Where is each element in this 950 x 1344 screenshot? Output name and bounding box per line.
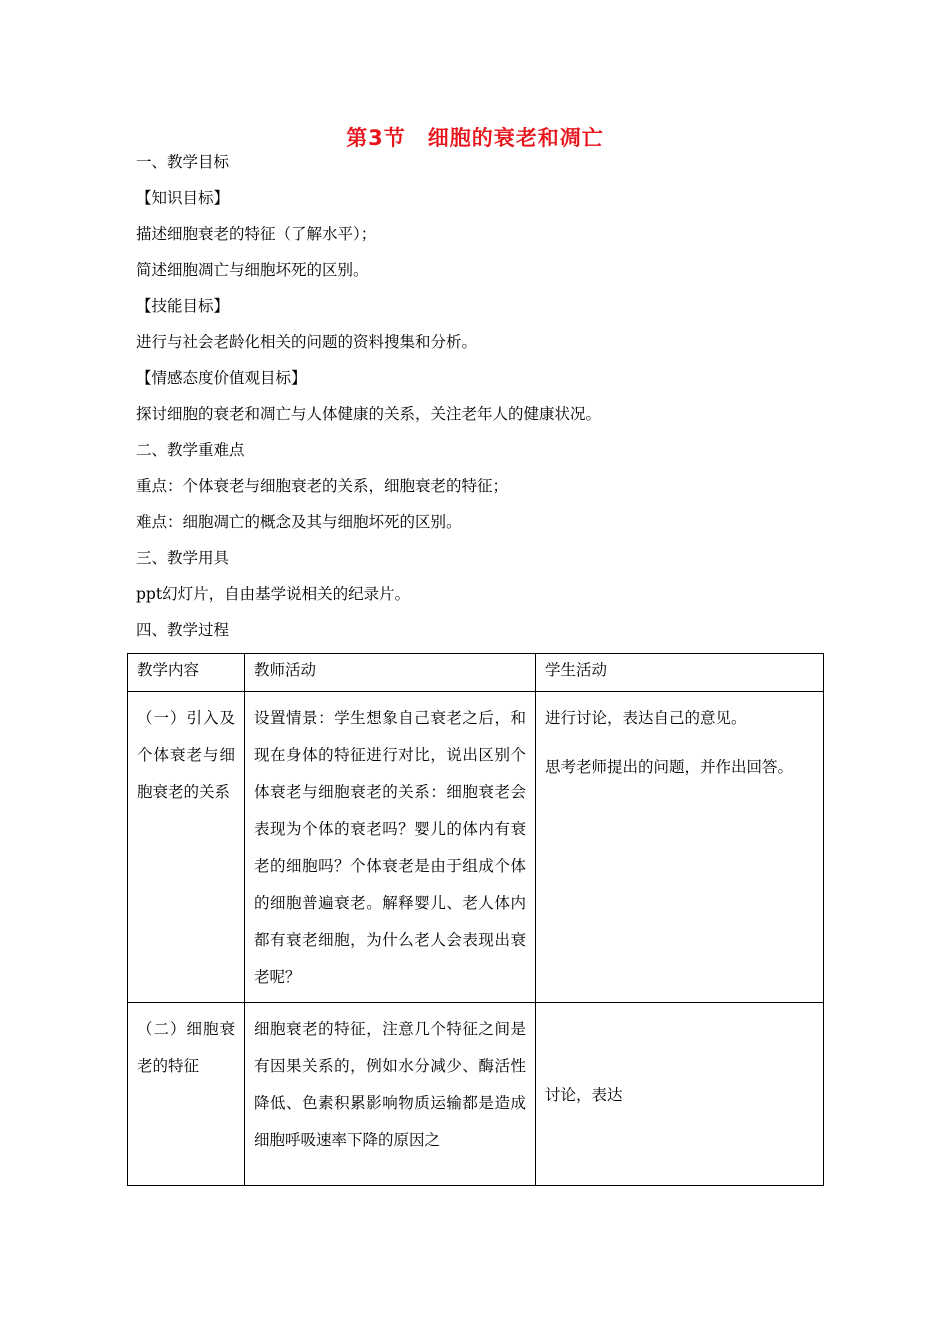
section-heading-objectives: 一、教学目标 (136, 153, 230, 171)
difficult-point: 难点：细胞凋亡的概念及其与细胞坏死的区别。 (136, 513, 462, 531)
header-teacher: 教师活动 (245, 654, 536, 692)
emotion-item-1: 探讨细胞的衰老和凋亡与人体健康的关系，关注老年人的健康状况。 (136, 405, 602, 423)
page-title: 第3节 细胞的衰老和凋亡 (346, 126, 604, 150)
table-header-row (128, 654, 824, 692)
row1-student-line2: 思考老师提出的问题，并作出回答。 (545, 758, 794, 776)
row1-student-line1: 进行讨论，表达自己的意见。 (545, 709, 747, 727)
key-point: 重点：个体衰老与细胞衰老的关系，细胞衰老的特征； (136, 477, 509, 495)
subheading-knowledge: 【知识目标】 (136, 189, 230, 207)
row1-student (536, 692, 824, 1003)
table-row (128, 1003, 824, 1186)
lesson-process-table (127, 653, 824, 1186)
header-student: 学生活动 (536, 654, 824, 692)
section-heading-key-points: 二、教学重难点 (136, 441, 245, 459)
tools-text: ppt幻灯片，自由基学说相关的纪录片。 (136, 585, 411, 603)
section-heading-tools: 三、教学用具 (136, 549, 230, 567)
subheading-emotion: 【情感态度价值观目标】 (136, 369, 307, 387)
row1-teacher: 设置情景：学生想象自己衰老之后，和现在身体的特征进行对比，说出区别个体衰老与细胞衰老的关系：细胞衰老会表现为个体的衰老吗？婴儿的体内有衰老的细胞吗？个体衰老是由于组成个体的细胞普遍衰老。解释婴儿、老人体内都有衰老细胞，为什么老人会表现出衰老呢？ (245, 692, 536, 1003)
knowledge-item-2: 简述细胞凋亡与细胞坏死的区别。 (136, 261, 369, 279)
subheading-skill: 【技能目标】 (136, 297, 230, 315)
row2-content: （二）细胞衰老的特征 (128, 1003, 245, 1186)
section-heading-process: 四、教学过程 (136, 621, 230, 639)
skill-item-1: 进行与社会老龄化相关的问题的资料搜集和分析。 (136, 333, 478, 351)
header-content: 教学内容 (128, 654, 245, 692)
row1-content: （一）引入及个体衰老与细胞衰老的关系 (128, 692, 245, 1003)
table-row (128, 692, 824, 1003)
row2-teacher: 细胞衰老的特征，注意几个特征之间是有因果关系的，例如水分减少、酶活性降低、色素积累影响物质运输都是造成细胞呼吸速率下降的原因之 (245, 1003, 536, 1186)
row2-student: 讨论，表达 (536, 1003, 824, 1186)
knowledge-item-1: 描述细胞衰老的特征（了解水平）； (136, 225, 377, 243)
